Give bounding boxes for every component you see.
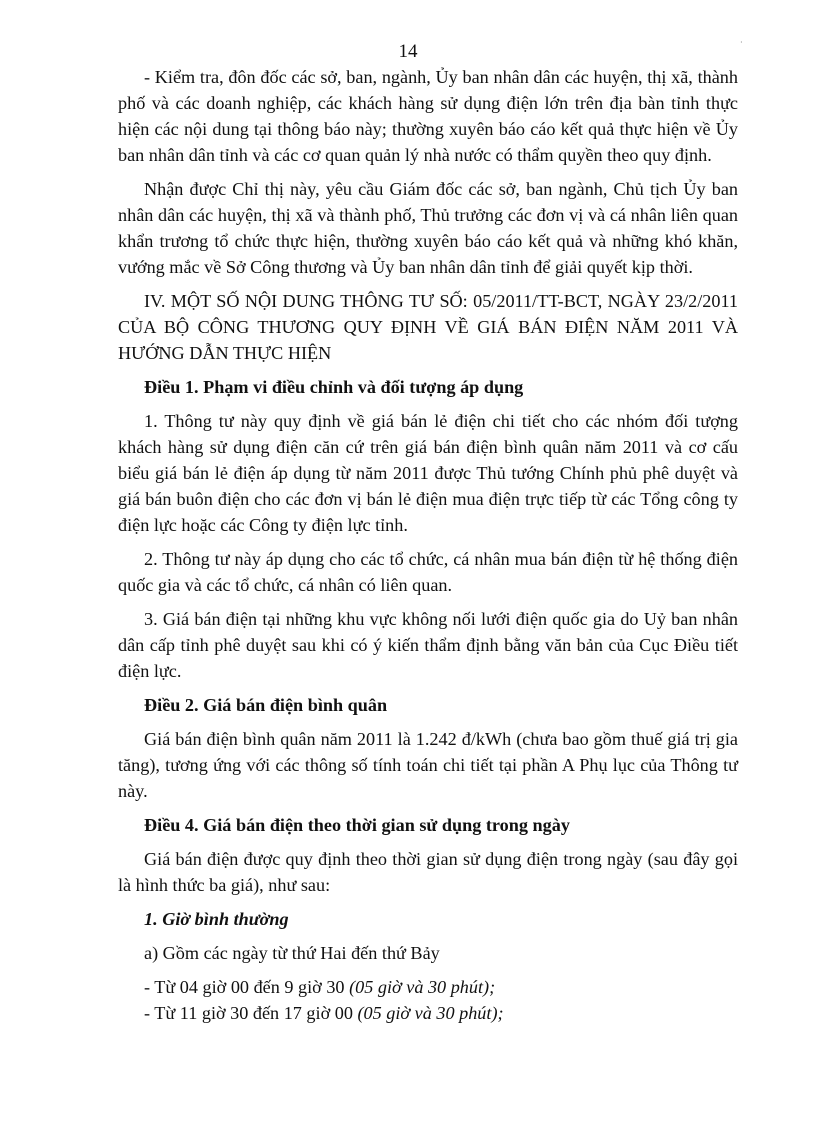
article-2-text: Giá bán điện bình quân năm 2011 là 1.242 đ/kWh (chưa bao gồm thuế giá trị gia tăng), tương ứng với các thông số tính toán chi tiết tại phần A Phụ lục của Thông tư này. bbox=[118, 729, 738, 801]
article-1-clause-2: 2. Thông tư này áp dụng cho các tổ chức, cá nhân mua bán điện từ hệ thống điện quốc gia và các tổ chức, cá nhân có liên quan. bbox=[118, 549, 738, 595]
article-4-text: Giá bán điện được quy định theo thời gian sử dụng điện trong ngày (sau đây gọi là hình thức ba giá), như sau: bbox=[118, 849, 738, 895]
subheading-normal-hours: 1. Giờ bình thường bbox=[144, 909, 289, 929]
time-line-2-text: - Từ 11 giờ 30 đến 17 giờ 00 bbox=[144, 1003, 358, 1023]
article-1-clause-3: 3. Giá bán điện tại những khu vực không nối lưới điện quốc gia do Uỷ ban nhân dân cấp tỉnh phê duyệt sau khi có ý kiến thẩm định bằng văn bản của Cục Điều tiết điện lực. bbox=[118, 609, 738, 681]
paragraph-kiem-tra: - Kiểm tra, đôn đốc các sở, ban, ngành, Ủy ban nhân dân các huyện, thị xã, thành phố và các doanh nghiệp, các khách hàng sử dụng điện lớn trên địa bàn tỉnh thực hiện các nội dung tại thông báo này; thường xuyên báo cáo kết quả thực hiện về Ủy ban nhân dân tỉnh và các cơ quan quản lý nhà nước có thẩm quyền theo quy định. bbox=[118, 67, 738, 165]
item-a: a) Gồm các ngày từ thứ Hai đến thứ Bảy bbox=[144, 943, 440, 963]
paragraph-nhan-duoc: Nhận được Chỉ thị này, yêu cầu Giám đốc các sở, ban ngành, Chủ tịch Ủy ban nhân dân các huyện, thị xã và thành phố, Thủ trưởng các đơn vị và cá nhân liên quan khẩn trương tổ chức thực hiện, thường xuyên báo cáo kết quả và những khó khăn, vướng mắc về Sở Công thương và Ủy ban nhân dân tỉnh để giải quyết kịp thời. bbox=[118, 179, 738, 277]
time-line-1-note: (05 giờ và 30 phút); bbox=[349, 977, 496, 997]
article-4-heading: Điều 4. Giá bán điện theo thời gian sử dụng trong ngày bbox=[144, 815, 570, 835]
time-line-2-note: (05 giờ và 30 phút); bbox=[357, 1003, 504, 1023]
time-line-1-text: - Từ 04 giờ 00 đến 9 giờ 30 bbox=[144, 977, 350, 997]
time-line-2 bbox=[118, 1000, 738, 1026]
time-line-1 bbox=[118, 974, 738, 1000]
section-iv-title: IV. MỘT SỐ NỘI DUNG THÔNG TƯ SỐ: 05/2011/TT-BCT, NGÀY 23/2/2011 CỦA BỘ CÔNG THƯƠNG QUY ĐỊNH VỀ GIÁ BÁN ĐIỆN NĂM 2011 VÀ HƯỚNG DẪN THỰC HIỆN bbox=[118, 291, 738, 363]
page-number: 14 bbox=[398, 41, 418, 62]
document-body bbox=[118, 64, 738, 1034]
article-1-clause-1: 1. Thông tư này quy định về giá bán lẻ điện chi tiết cho các nhóm đối tượng khách hàng sử dụng điện căn cứ trên giá bán điện bình quân năm 2011 và cơ cấu biểu giá bán lẻ điện áp dụng từ năm 2011 được Thủ tướng Chính phủ phê duyệt và giá bán buôn điện cho các đơn vị bán lẻ điện mua điện trực tiếp từ các Tổng công ty điện lực hoặc các Công ty điện lực tỉnh. bbox=[118, 411, 738, 535]
scan-speck: · bbox=[740, 38, 743, 47]
article-2-heading: Điều 2. Giá bán điện bình quân bbox=[144, 695, 388, 715]
article-1-heading: Điều 1. Phạm vi điều chỉnh và đối tượng áp dụng bbox=[144, 377, 524, 397]
